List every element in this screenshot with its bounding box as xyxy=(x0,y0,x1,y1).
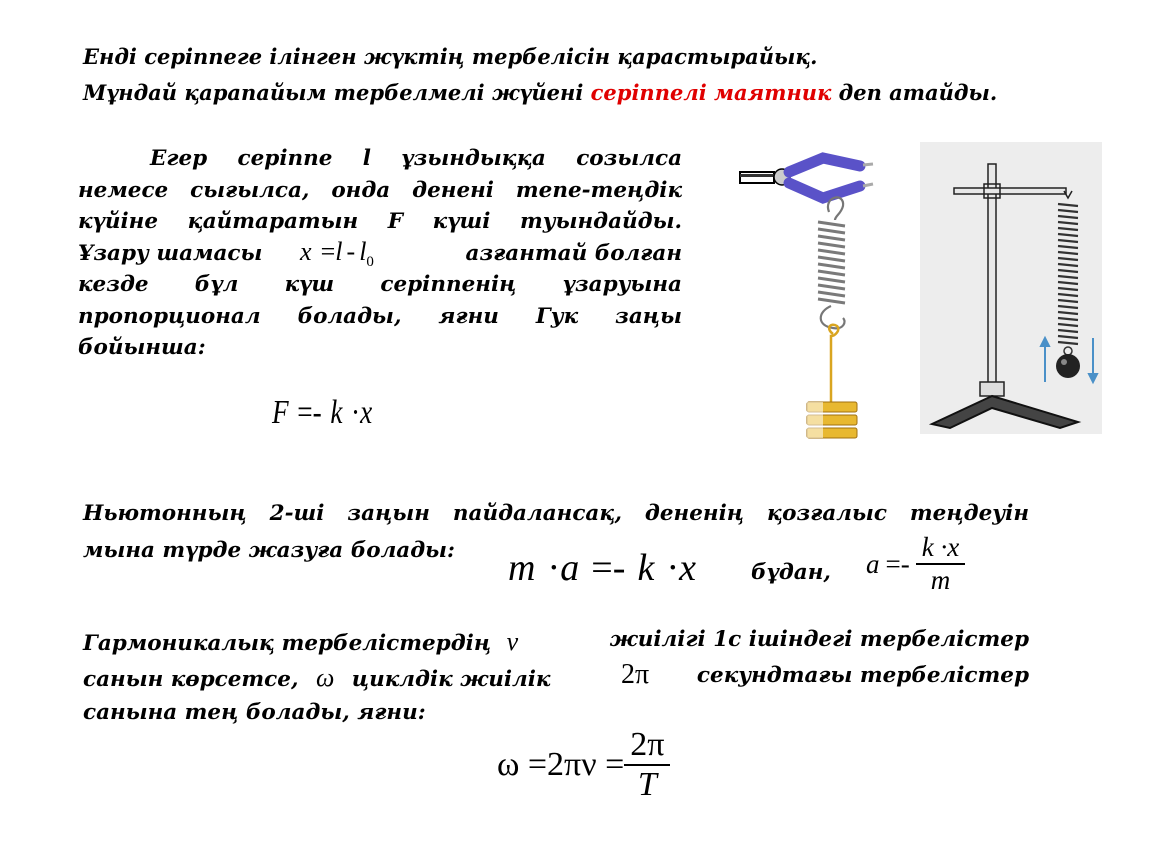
hooke-row-3: күйіне қайтаратын F күші туындайды. xyxy=(78,209,682,234)
newton-row-2: мына түрде жазуға болады: xyxy=(83,538,455,563)
spring-clamp-figure xyxy=(735,140,895,440)
elongation-tail: азғантай болған xyxy=(465,240,682,266)
omega-symbol: ω xyxy=(315,663,335,692)
nu-symbol: ν xyxy=(506,627,519,656)
stand-crossbar-icon xyxy=(954,188,1066,194)
acceleration-formula: a =- $\frac{k \cdot x}{m}$ xyxy=(866,532,965,596)
elongation-label: Ұзару шамасы xyxy=(78,240,263,266)
cyclic-frequency-formula: ω =2πν = $\frac{2\pi}{T}$ xyxy=(497,726,670,804)
harmonic-row-3: санына тең болады, яғни: xyxy=(83,700,426,725)
hooke-row-5: кезде бұл күш серіппенің ұзаруына xyxy=(78,272,682,297)
from-word: бұдан, xyxy=(751,560,831,585)
two-pi-symbol: 2π xyxy=(621,659,650,690)
spring-stand-figure xyxy=(920,142,1102,434)
term-spring-pendulum: серіппелі маятник xyxy=(590,80,832,105)
intro-line-2-before: Мұндай қарапайым тербелмелі жүйені xyxy=(83,80,591,105)
period-fraction: $\frac{2\pi}{T}$ xyxy=(624,726,670,804)
hooke-row-4 xyxy=(78,238,682,270)
intro-line-1: Енді серіппеге ілінген жүктің тербелісін қарастырайық. xyxy=(83,44,818,69)
hooke-paragraph xyxy=(78,143,682,364)
hooke-law-formula: F =- k ·x xyxy=(272,394,373,431)
intro-line-2-after: деп атайды. xyxy=(831,80,998,105)
hooke-row-6: пропорционал болады, яғни Гук заңы xyxy=(78,303,682,329)
clamp-rod-icon xyxy=(740,172,774,183)
acceleration-fraction: $\frac{k \cdot x}{m}$ xyxy=(916,532,965,596)
hooke-row-7: бойынша: xyxy=(78,335,206,360)
elongation-formula: $x =l - l_0$ xyxy=(300,236,374,270)
stacked-weights-icon xyxy=(807,402,857,438)
pendulum-ball-icon xyxy=(1056,354,1080,378)
newton-row-1: Ньютонның 2-ші заңын пайдалансақ, дененің қозғалыс теңдеуін xyxy=(83,501,1029,526)
harmonic-row-1: Гармоникалық тербелістердің ν жиілігі 1с ішіндегі тербелістер xyxy=(83,627,1029,656)
newton-equation: m ·a =- k ·x xyxy=(508,547,696,589)
intro-line-2 xyxy=(83,80,997,105)
hooke-row-2: немесе сығылса, онда денені тепе-теңдік xyxy=(78,177,682,203)
stand-pole-icon xyxy=(988,164,996,384)
harmonic-row-2: санын көрсетсе, ω циклдік жиілік 2π секундтағы тербелістер xyxy=(83,659,1029,692)
hooke-row-1: Егер серіппе l ұзындыққа созылса xyxy=(150,146,682,171)
